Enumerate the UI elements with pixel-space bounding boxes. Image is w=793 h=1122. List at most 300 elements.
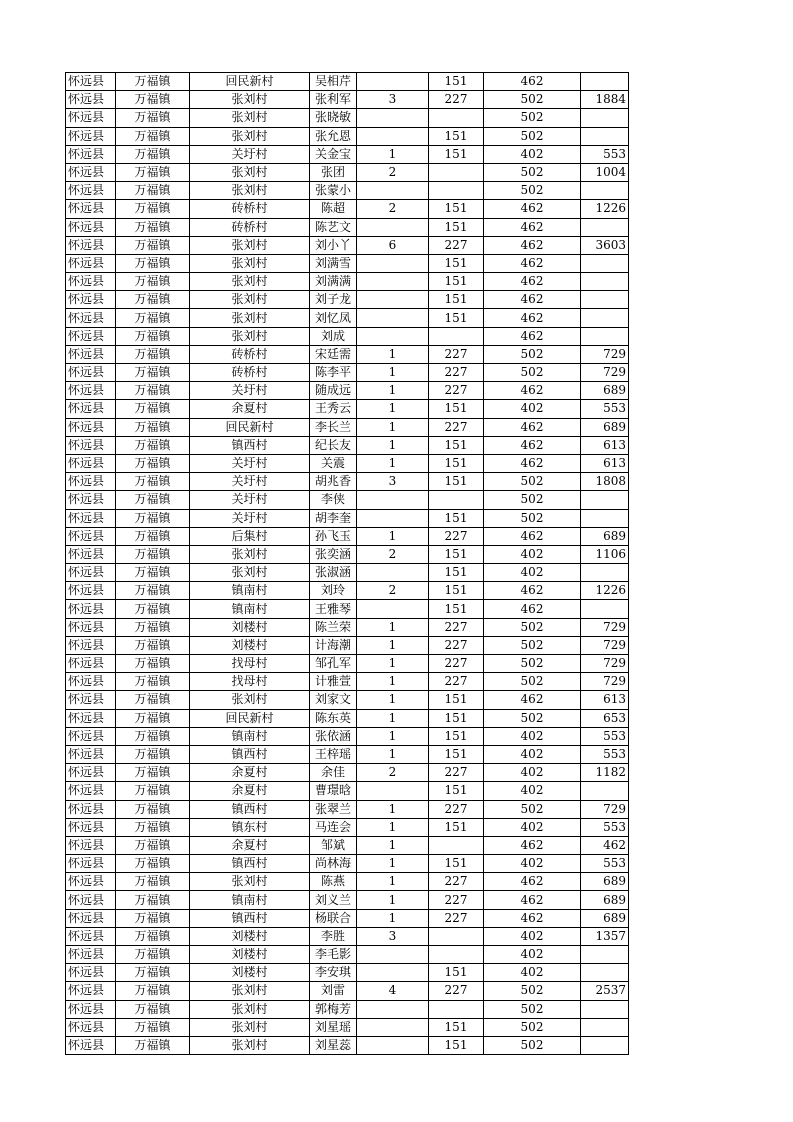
total-cell <box>581 946 629 964</box>
count-cell: 1 <box>357 527 429 545</box>
town-cell: 万福镇 <box>116 855 190 873</box>
count-cell <box>357 1036 429 1054</box>
value2-cell: 462 <box>484 691 581 709</box>
value2-cell: 402 <box>484 545 581 563</box>
count-cell <box>357 327 429 345</box>
county-cell: 怀远县 <box>66 109 116 127</box>
count-cell: 2 <box>357 163 429 181</box>
village-cell: 找母村 <box>190 655 310 673</box>
county-cell: 怀远县 <box>66 982 116 1000</box>
value1-cell: 151 <box>429 473 484 491</box>
name-cell: 计雅萱 <box>310 673 357 691</box>
county-cell: 怀远县 <box>66 218 116 236</box>
county-cell: 怀远县 <box>66 600 116 618</box>
value1-cell: 151 <box>429 127 484 145</box>
value1-cell <box>429 109 484 127</box>
name-cell: 张蒙小 <box>310 182 357 200</box>
total-cell: 1004 <box>581 163 629 181</box>
table-row <box>66 782 629 800</box>
total-cell: 729 <box>581 673 629 691</box>
count-cell: 1 <box>357 855 429 873</box>
name-cell: 张依涵 <box>310 727 357 745</box>
town-cell: 万福镇 <box>116 345 190 363</box>
county-cell: 怀远县 <box>66 1000 116 1018</box>
value2-cell: 462 <box>484 436 581 454</box>
value1-cell: 151 <box>429 782 484 800</box>
table-row <box>66 527 629 545</box>
table-row <box>66 727 629 745</box>
value1-cell: 227 <box>429 873 484 891</box>
count-cell: 4 <box>357 982 429 1000</box>
village-cell: 张刘村 <box>190 1036 310 1054</box>
total-cell <box>581 1036 629 1054</box>
county-cell: 怀远县 <box>66 509 116 527</box>
table-row <box>66 600 629 618</box>
value1-cell: 151 <box>429 545 484 563</box>
county-cell: 怀远县 <box>66 1036 116 1054</box>
total-cell: 613 <box>581 454 629 472</box>
total-cell: 729 <box>581 636 629 654</box>
village-cell: 关圩村 <box>190 145 310 163</box>
town-cell: 万福镇 <box>116 400 190 418</box>
table-row <box>66 273 629 291</box>
county-cell: 怀远县 <box>66 291 116 309</box>
town-cell: 万福镇 <box>116 182 190 200</box>
name-cell: 刘家文 <box>310 691 357 709</box>
value2-cell: 502 <box>484 109 581 127</box>
town-cell: 万福镇 <box>116 891 190 909</box>
table-row <box>66 418 629 436</box>
table-row <box>66 364 629 382</box>
total-cell: 553 <box>581 400 629 418</box>
value1-cell <box>429 163 484 181</box>
county-cell: 怀远县 <box>66 545 116 563</box>
county-cell: 怀远县 <box>66 127 116 145</box>
value2-cell: 402 <box>484 400 581 418</box>
count-cell <box>357 309 429 327</box>
village-cell: 镇西村 <box>190 745 310 763</box>
county-cell: 怀远县 <box>66 236 116 254</box>
village-cell: 刘楼村 <box>190 927 310 945</box>
county-cell: 怀远县 <box>66 491 116 509</box>
total-cell <box>581 309 629 327</box>
table-row <box>66 1036 629 1054</box>
village-cell: 张刘村 <box>190 309 310 327</box>
total-cell: 1182 <box>581 764 629 782</box>
county-cell: 怀远县 <box>66 91 116 109</box>
value1-cell: 227 <box>429 91 484 109</box>
county-cell: 怀远县 <box>66 782 116 800</box>
value2-cell: 502 <box>484 800 581 818</box>
village-cell: 张刘村 <box>190 564 310 582</box>
total-cell: 553 <box>581 145 629 163</box>
value2-cell: 462 <box>484 418 581 436</box>
village-cell: 镇南村 <box>190 600 310 618</box>
value1-cell: 227 <box>429 236 484 254</box>
value1-cell: 151 <box>429 818 484 836</box>
table-row <box>66 382 629 400</box>
village-cell: 张刘村 <box>190 873 310 891</box>
value2-cell: 402 <box>484 782 581 800</box>
village-cell: 刘楼村 <box>190 964 310 982</box>
total-cell: 689 <box>581 382 629 400</box>
town-cell: 万福镇 <box>116 709 190 727</box>
value2-cell: 462 <box>484 200 581 218</box>
value2-cell: 502 <box>484 345 581 363</box>
village-cell: 余夏村 <box>190 836 310 854</box>
count-cell: 1 <box>357 691 429 709</box>
value2-cell: 462 <box>484 909 581 927</box>
value1-cell: 151 <box>429 964 484 982</box>
value2-cell: 402 <box>484 927 581 945</box>
value2-cell: 502 <box>484 163 581 181</box>
value1-cell <box>429 327 484 345</box>
total-cell <box>581 109 629 127</box>
county-cell: 怀远县 <box>66 145 116 163</box>
table-row <box>66 691 629 709</box>
town-cell: 万福镇 <box>116 127 190 145</box>
village-cell: 张刘村 <box>190 109 310 127</box>
county-cell: 怀远县 <box>66 727 116 745</box>
count-cell: 1 <box>357 655 429 673</box>
total-cell <box>581 1000 629 1018</box>
table-row <box>66 673 629 691</box>
total-cell: 3603 <box>581 236 629 254</box>
value1-cell: 227 <box>429 655 484 673</box>
county-cell: 怀远县 <box>66 327 116 345</box>
table-row <box>66 291 629 309</box>
value2-cell: 502 <box>484 636 581 654</box>
town-cell: 万福镇 <box>116 309 190 327</box>
county-cell: 怀远县 <box>66 73 116 91</box>
village-cell: 镇东村 <box>190 818 310 836</box>
county-cell: 怀远县 <box>66 927 116 945</box>
name-cell: 刘子龙 <box>310 291 357 309</box>
county-cell: 怀远县 <box>66 764 116 782</box>
value1-cell: 227 <box>429 418 484 436</box>
town-cell: 万福镇 <box>116 727 190 745</box>
value2-cell: 402 <box>484 855 581 873</box>
county-cell: 怀远县 <box>66 200 116 218</box>
value1-cell: 151 <box>429 727 484 745</box>
name-cell: 尚林海 <box>310 855 357 873</box>
table-row <box>66 127 629 145</box>
town-cell: 万福镇 <box>116 673 190 691</box>
total-cell: 1884 <box>581 91 629 109</box>
county-cell: 怀远县 <box>66 527 116 545</box>
name-cell: 邹孔军 <box>310 655 357 673</box>
value2-cell: 462 <box>484 218 581 236</box>
count-cell: 3 <box>357 91 429 109</box>
total-cell: 2537 <box>581 982 629 1000</box>
value2-cell: 502 <box>484 509 581 527</box>
total-cell: 689 <box>581 418 629 436</box>
table-row <box>66 473 629 491</box>
value1-cell: 151 <box>429 254 484 272</box>
count-cell: 1 <box>357 618 429 636</box>
count-cell: 1 <box>357 418 429 436</box>
table-row <box>66 709 629 727</box>
count-cell: 1 <box>357 345 429 363</box>
town-cell: 万福镇 <box>116 873 190 891</box>
count-cell <box>357 218 429 236</box>
count-cell: 2 <box>357 582 429 600</box>
count-cell: 1 <box>357 436 429 454</box>
value1-cell: 227 <box>429 618 484 636</box>
table-row <box>66 73 629 91</box>
value2-cell: 402 <box>484 946 581 964</box>
value2-cell: 462 <box>484 73 581 91</box>
total-cell: 462 <box>581 836 629 854</box>
town-cell: 万福镇 <box>116 564 190 582</box>
county-cell: 怀远县 <box>66 800 116 818</box>
value1-cell: 227 <box>429 764 484 782</box>
value1-cell: 151 <box>429 582 484 600</box>
count-cell: 1 <box>357 873 429 891</box>
value1-cell: 151 <box>429 691 484 709</box>
town-cell: 万福镇 <box>116 218 190 236</box>
total-cell <box>581 509 629 527</box>
name-cell: 郭梅芳 <box>310 1000 357 1018</box>
name-cell: 刘成 <box>310 327 357 345</box>
value1-cell <box>429 182 484 200</box>
value1-cell: 151 <box>429 218 484 236</box>
value2-cell: 402 <box>484 964 581 982</box>
total-cell: 553 <box>581 727 629 745</box>
count-cell: 1 <box>357 891 429 909</box>
table-row <box>66 655 629 673</box>
village-cell: 找母村 <box>190 673 310 691</box>
county-cell: 怀远县 <box>66 745 116 763</box>
count-cell: 1 <box>357 836 429 854</box>
count-cell <box>357 1000 429 1018</box>
town-cell: 万福镇 <box>116 273 190 291</box>
name-cell: 关金宝 <box>310 145 357 163</box>
village-cell: 张刘村 <box>190 273 310 291</box>
value2-cell: 502 <box>484 182 581 200</box>
county-cell: 怀远县 <box>66 873 116 891</box>
name-cell: 张淑涵 <box>310 564 357 582</box>
table-row <box>66 218 629 236</box>
count-cell: 1 <box>357 709 429 727</box>
name-cell: 张团 <box>310 163 357 181</box>
village-cell: 张刘村 <box>190 254 310 272</box>
name-cell: 李侠 <box>310 491 357 509</box>
town-cell: 万福镇 <box>116 73 190 91</box>
name-cell: 李长兰 <box>310 418 357 436</box>
name-cell: 余佳 <box>310 764 357 782</box>
name-cell: 计海潮 <box>310 636 357 654</box>
count-cell: 1 <box>357 364 429 382</box>
name-cell: 刘满雪 <box>310 254 357 272</box>
county-cell: 怀远县 <box>66 163 116 181</box>
town-cell: 万福镇 <box>116 436 190 454</box>
count-cell <box>357 182 429 200</box>
value2-cell: 502 <box>484 91 581 109</box>
name-cell: 张晓敏 <box>310 109 357 127</box>
total-cell <box>581 491 629 509</box>
table-row <box>66 254 629 272</box>
value2-cell: 502 <box>484 709 581 727</box>
value1-cell: 151 <box>429 273 484 291</box>
name-cell: 刘忆凤 <box>310 309 357 327</box>
village-cell: 镇西村 <box>190 855 310 873</box>
village-cell: 张刘村 <box>190 163 310 181</box>
name-cell: 刘满满 <box>310 273 357 291</box>
value1-cell: 151 <box>429 1036 484 1054</box>
county-cell: 怀远县 <box>66 564 116 582</box>
value1-cell: 151 <box>429 709 484 727</box>
value2-cell: 462 <box>484 382 581 400</box>
village-cell: 镇西村 <box>190 909 310 927</box>
name-cell: 孙飞玉 <box>310 527 357 545</box>
town-cell: 万福镇 <box>116 618 190 636</box>
name-cell: 胡兆香 <box>310 473 357 491</box>
total-cell <box>581 218 629 236</box>
town-cell: 万福镇 <box>116 163 190 181</box>
county-cell: 怀远县 <box>66 655 116 673</box>
town-cell: 万福镇 <box>116 927 190 945</box>
total-cell: 553 <box>581 745 629 763</box>
value1-cell: 151 <box>429 600 484 618</box>
village-cell: 余夏村 <box>190 764 310 782</box>
table-row <box>66 109 629 127</box>
value1-cell: 151 <box>429 200 484 218</box>
name-cell: 陈东英 <box>310 709 357 727</box>
value2-cell: 462 <box>484 309 581 327</box>
name-cell: 刘义兰 <box>310 891 357 909</box>
name-cell: 刘玲 <box>310 582 357 600</box>
town-cell: 万福镇 <box>116 745 190 763</box>
value1-cell <box>429 927 484 945</box>
total-cell: 1106 <box>581 545 629 563</box>
name-cell: 陈艺文 <box>310 218 357 236</box>
value2-cell: 402 <box>484 145 581 163</box>
county-cell: 怀远县 <box>66 691 116 709</box>
value2-cell: 462 <box>484 891 581 909</box>
county-cell: 怀远县 <box>66 891 116 909</box>
value1-cell: 227 <box>429 527 484 545</box>
county-cell: 怀远县 <box>66 364 116 382</box>
value2-cell: 402 <box>484 818 581 836</box>
total-cell <box>581 254 629 272</box>
value2-cell: 462 <box>484 327 581 345</box>
count-cell: 1 <box>357 909 429 927</box>
count-cell <box>357 127 429 145</box>
value1-cell: 151 <box>429 745 484 763</box>
name-cell: 刘星蕊 <box>310 1036 357 1054</box>
village-cell: 张刘村 <box>190 1018 310 1036</box>
village-cell: 砖桥村 <box>190 345 310 363</box>
town-cell: 万福镇 <box>116 491 190 509</box>
name-cell: 王梓瑶 <box>310 745 357 763</box>
count-cell: 1 <box>357 145 429 163</box>
value2-cell: 502 <box>484 673 581 691</box>
name-cell: 张允恩 <box>310 127 357 145</box>
village-cell: 回民新村 <box>190 418 310 436</box>
name-cell: 纪长友 <box>310 436 357 454</box>
table-row <box>66 855 629 873</box>
name-cell: 杨联合 <box>310 909 357 927</box>
value2-cell: 462 <box>484 254 581 272</box>
county-cell: 怀远县 <box>66 273 116 291</box>
value2-cell: 462 <box>484 600 581 618</box>
value1-cell: 151 <box>429 509 484 527</box>
town-cell: 万福镇 <box>116 418 190 436</box>
town-cell: 万福镇 <box>116 91 190 109</box>
value1-cell: 151 <box>429 400 484 418</box>
value2-cell: 462 <box>484 454 581 472</box>
name-cell: 张奕涵 <box>310 545 357 563</box>
count-cell <box>357 509 429 527</box>
village-cell: 后集村 <box>190 527 310 545</box>
total-cell: 553 <box>581 818 629 836</box>
village-cell: 张刘村 <box>190 236 310 254</box>
name-cell: 李安琪 <box>310 964 357 982</box>
table-row <box>66 745 629 763</box>
town-cell: 万福镇 <box>116 691 190 709</box>
count-cell: 1 <box>357 800 429 818</box>
village-cell: 张刘村 <box>190 691 310 709</box>
county-cell: 怀远县 <box>66 309 116 327</box>
value1-cell: 151 <box>429 1018 484 1036</box>
village-cell: 关圩村 <box>190 473 310 491</box>
value1-cell: 151 <box>429 454 484 472</box>
county-cell: 怀远县 <box>66 182 116 200</box>
table-row <box>66 509 629 527</box>
table-row <box>66 163 629 181</box>
value2-cell: 502 <box>484 1000 581 1018</box>
village-cell: 镇西村 <box>190 436 310 454</box>
count-cell <box>357 254 429 272</box>
village-cell: 刘楼村 <box>190 946 310 964</box>
value2-cell: 462 <box>484 291 581 309</box>
value2-cell: 502 <box>484 491 581 509</box>
table-row <box>66 946 629 964</box>
total-cell: 689 <box>581 527 629 545</box>
county-cell: 怀远县 <box>66 946 116 964</box>
town-cell: 万福镇 <box>116 527 190 545</box>
total-cell <box>581 182 629 200</box>
total-cell: 1357 <box>581 927 629 945</box>
table-row <box>66 927 629 945</box>
town-cell: 万福镇 <box>116 636 190 654</box>
count-cell: 1 <box>357 400 429 418</box>
table-row <box>66 1018 629 1036</box>
village-cell: 张刘村 <box>190 291 310 309</box>
total-cell: 689 <box>581 873 629 891</box>
count-cell: 1 <box>357 818 429 836</box>
town-cell: 万福镇 <box>116 145 190 163</box>
value2-cell: 502 <box>484 364 581 382</box>
count-cell <box>357 73 429 91</box>
table-row <box>66 836 629 854</box>
value2-cell: 502 <box>484 655 581 673</box>
total-cell: 613 <box>581 436 629 454</box>
town-cell: 万福镇 <box>116 946 190 964</box>
town-cell: 万福镇 <box>116 1000 190 1018</box>
value2-cell: 402 <box>484 727 581 745</box>
town-cell: 万福镇 <box>116 1018 190 1036</box>
table-row <box>66 964 629 982</box>
total-cell <box>581 127 629 145</box>
village-cell: 镇南村 <box>190 727 310 745</box>
value2-cell: 462 <box>484 236 581 254</box>
county-cell: 怀远县 <box>66 473 116 491</box>
total-cell: 729 <box>581 618 629 636</box>
village-cell: 关圩村 <box>190 454 310 472</box>
town-cell: 万福镇 <box>116 964 190 982</box>
